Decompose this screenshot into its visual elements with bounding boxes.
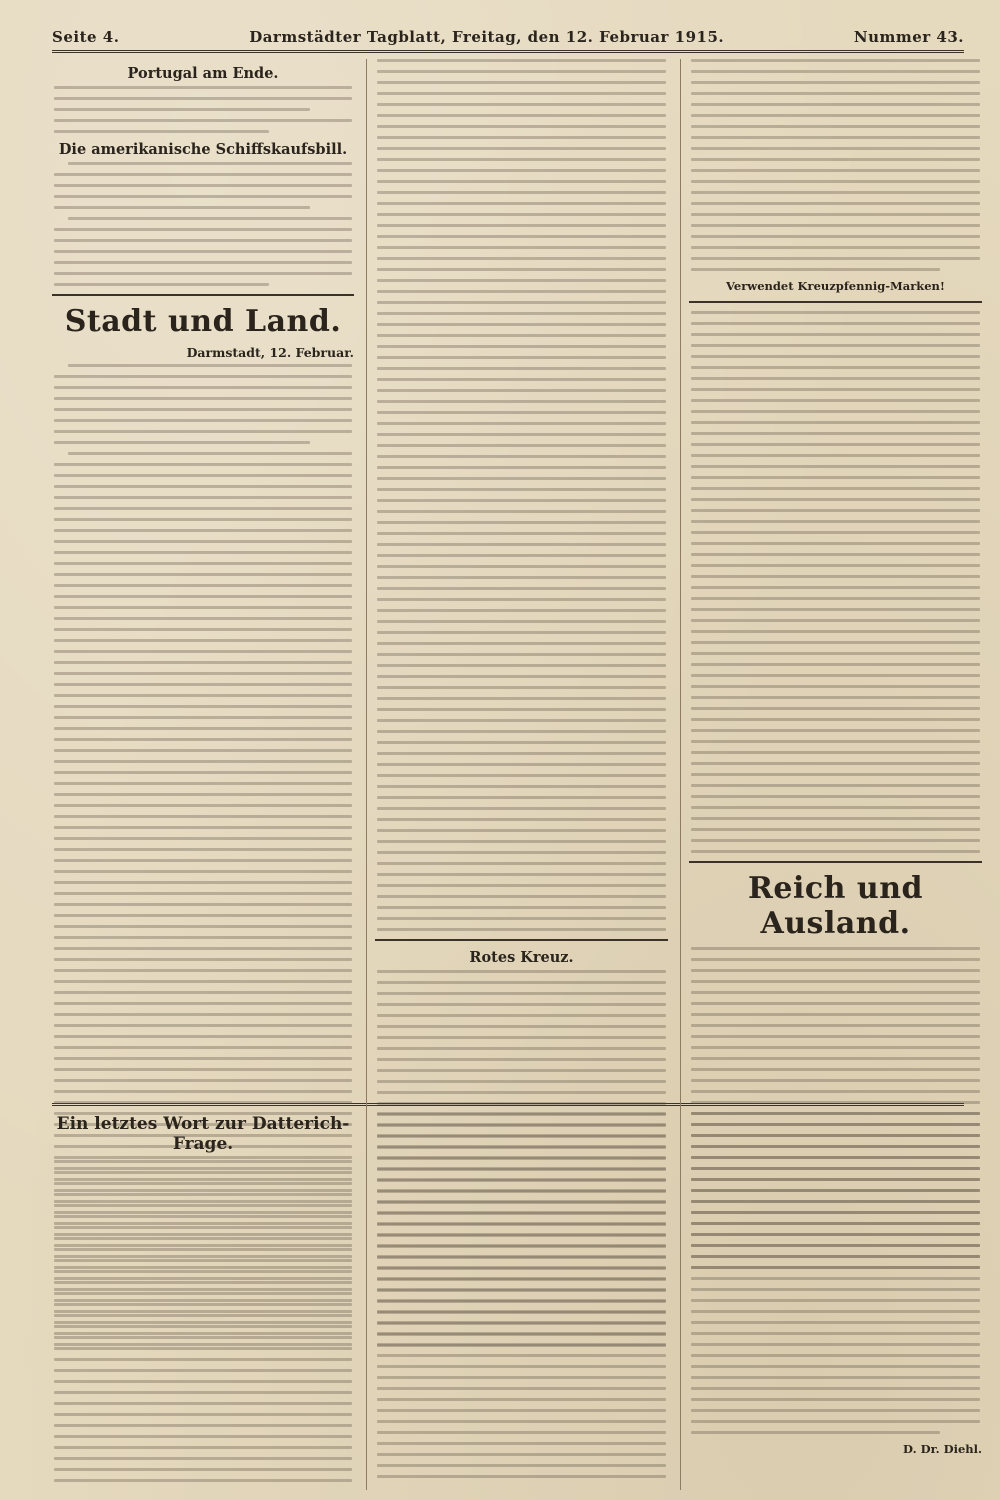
note-kreuzpfennig: Verwendet Kreuzpfennig-Marken! [726, 279, 945, 293]
headline-portugal: Portugal am Ende. [127, 65, 279, 82]
section-reich-und-ausland: Reich und Ausland. [747, 871, 924, 941]
masthead [52, 28, 964, 53]
top-columns [52, 59, 964, 1099]
rule [689, 301, 982, 303]
text-block [52, 86, 354, 133]
text-block [52, 162, 354, 286]
text-block [52, 1160, 354, 1482]
text-block [375, 1112, 668, 1478]
section-stadt-und-land: Stadt und Land. [64, 304, 342, 339]
page-number: Seite 4. [52, 28, 120, 46]
headline-datterich-frage: Ein letztes Wort zur Datterich-Frage. [56, 1114, 350, 1154]
text-block [689, 1112, 982, 1434]
signature: D. Dr. Diehl. [903, 1442, 982, 1456]
paper-title-date: Darmstädter Tagblatt, Freitag, den 12. Februar 1915. [249, 28, 725, 46]
bottom-columns [52, 1103, 982, 1472]
headline-rotes-kreuz: Rotes Kreuz. [469, 949, 574, 966]
text-block [375, 59, 668, 931]
issue-number: Nummer 43. [853, 28, 964, 46]
headline-schiffskaufsbill: Die amerikanische Schiffskaufsbill. [58, 141, 348, 158]
dateline: Darmstadt, 12. Februar. [186, 345, 354, 360]
bottom-column-1 [52, 1112, 354, 1490]
rule [52, 294, 354, 296]
rule [689, 861, 982, 863]
text-block [689, 311, 982, 853]
bottom-column-3 [680, 1112, 982, 1490]
text-block [689, 59, 982, 271]
bottom-column-2 [366, 1112, 668, 1490]
rule [375, 939, 668, 941]
